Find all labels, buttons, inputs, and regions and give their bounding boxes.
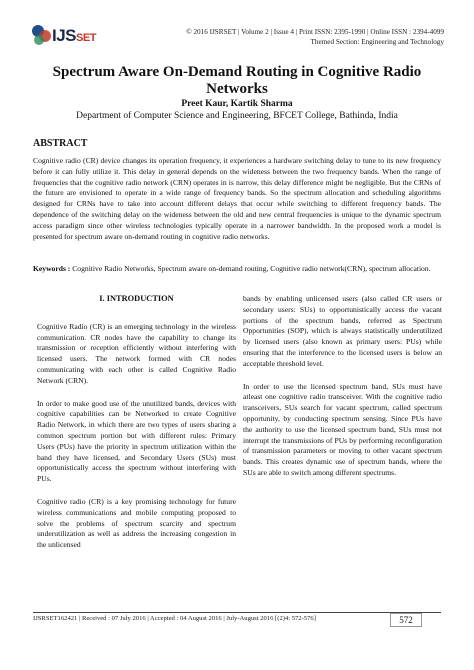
logo-emblem-icon [30, 22, 54, 48]
paper-authors: Preet Kaur, Kartik Sharma [181, 99, 293, 109]
footer-divider [33, 612, 441, 613]
abstract-body: Cognitive radio (CR) device changes its operation frequency, it experiences a hardware switching delay to tune to its new frequency before it can fully utilize it. This delay in general depends on the wideness between the two frequency bands. When the range of frequencies that the cognitive radio network (CRN) operates in is narrow, this delay difference might be negligible. But the CRNs of the future are envisioned to operate in a wide range of frequency bands. So the spectrum allocation and scheduling algorithms designed for CRNs have to take into account different delays that occur while switching to different frequency bands. The dependence of the switching delay on the wideness between the old and new central frequencies is unique to the dynamic spectrum access paradigm since other wireless technologies typically operate in a narrower bandwidth. In the proposed work a model is presented for spectrum aware on-demand routing in cognitive radio networks. [33, 156, 441, 241]
keywords-label: Keywords : [33, 264, 71, 273]
intro-paragraph: In order to make good use of the unutilized bands, devices with cognitive capabilities can be Networked to create Cognitive Radio Network, in which there are two types of users sharing a common spectrum portion but with different rules: Primary Users (PUs) have the priority in spectrum utilization within the band they have licensed, and Secondary Users (SUs) must opportunistically access the spectrum without interfering with PUs. [37, 398, 236, 484]
right-column [243, 294, 442, 491]
keywords-list: Cognitive Radio Networks, Spectrum aware on-demand routing, Cognitive radio network(CRN), spectrum allocation. [70, 264, 431, 273]
left-column [37, 292, 236, 563]
paper-title: Spectrum Aware On-Demand Routing in Cognitive Radio Networks [52, 64, 422, 97]
intro-paragraph: Cognitive Radio (CR) is an emerging technology in the wireless communication. CR nodes have the capability to change its transmission or reception efficiently without interfering with licensed users. The network formed with CR nodes communicating with each other is called Cognitive Radio Network (CRN). [37, 321, 236, 385]
journal-meta [186, 27, 444, 47]
abstract-heading: ABSTRACT [33, 138, 88, 149]
journal-issue-line: © 2016 IJSRSET | Volume 2 | Issue 4 | Print ISSN: 2395-1990 | Online ISSN : 2394-4099 [186, 28, 444, 36]
intro-paragraph: Cognitive radio (CR) is a key promising technology for future wireless communications and mobile computing proposed to solve the problems of spectrum scarcity and spectrum underutilization as well as address the increasing congestion in the unlicensed [37, 496, 236, 550]
keywords [33, 264, 441, 275]
logo-wordmark: IJSSET [52, 26, 96, 45]
intro-paragraph: bands by enabling unlicensed users (also called CR users or secondary users: SUs) to opportunistically access the vacant portions of the spectrum bands, referred as Spectrum Opportunities (SOP), which is always statistically underutilized by licensed users (also known as primary users: PUs) while ensuring that the interference to the licensed users is below an acceptable threshold level. [243, 294, 442, 368]
themed-section-line: Themed Section: Engineering and Technology [310, 38, 444, 46]
page-number: 572 [390, 613, 422, 627]
paper-affiliation: Department of Computer Science and Engineering, BFCET College, Bathinda, India [76, 111, 398, 121]
footer-citation: IJSRSET162421 | Received : 07 July 2016 | Accepted : 04 August 2016 | July-August 2016 [(2)4: 572-576] [33, 615, 316, 622]
journal-logo [30, 22, 120, 50]
introduction-heading: I. INTRODUCTION [99, 294, 174, 303]
intro-paragraph: In order to use the licensed spectrum band, SUs must have atleast one cognitive radio transceiver. With the cognitive radio transceivers, SUs search for vacant spectrum, called spectrum opportunity, by conducting spectrum sensing. Since PUs have the authority to use the licensed spectrum band, SUs must not interrupt the transmissions of PUs by performing reconfiguration of transmission parameters or moving to other vacant spectrum bands. This creates dynamic use of spectrum bands, where the SUs are able to switch among different spectrums. [243, 381, 442, 477]
